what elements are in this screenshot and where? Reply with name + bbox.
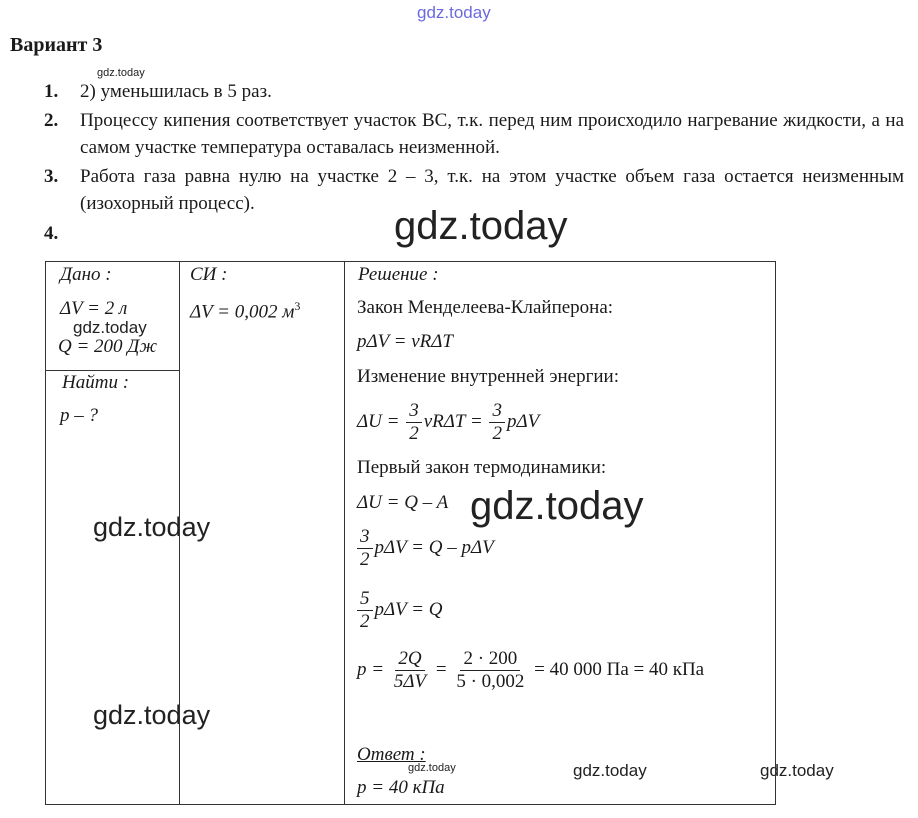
answer-number: 3. <box>44 166 59 187</box>
watermark: gdz.today <box>394 204 568 248</box>
watermark: gdz.today <box>573 761 647 780</box>
answer-text: 2) уменьшилась в 5 раз. <box>80 81 272 102</box>
denominator: 2 <box>360 611 370 632</box>
eq6-lhs: p = <box>357 658 385 680</box>
eq6-equals: = <box>435 658 447 680</box>
equation-5 <box>355 588 442 633</box>
numerator: 2Q <box>395 648 424 671</box>
answer-item <box>44 78 904 105</box>
answer-item <box>44 163 904 217</box>
watermark: gdz.today <box>73 318 147 337</box>
law-mendeleev: Закон Менделеева-Клайперона: <box>357 297 614 318</box>
equation-3: ΔU = Q – A <box>357 492 449 513</box>
watermark: gdz.today <box>760 761 834 780</box>
si-label: СИ : <box>190 264 228 285</box>
watermark: gdz.today <box>93 700 211 730</box>
solution-label: Решение : <box>358 264 439 285</box>
watermark: gdz.today <box>97 67 145 79</box>
final-answer: p = 40 кПа <box>357 777 445 798</box>
fraction <box>453 648 527 693</box>
find-label: Найти : <box>62 372 130 393</box>
answer-number: 2. <box>44 110 59 131</box>
eq2-rhs: pΔV <box>506 410 540 432</box>
numerator: 3 <box>357 526 373 549</box>
numerator: 5 <box>357 588 373 611</box>
denominator: 5 · 0,002 <box>456 671 525 692</box>
column-divider <box>344 262 345 804</box>
law-internal-energy: Изменение внутренней энергии: <box>357 366 619 387</box>
fraction <box>357 526 373 571</box>
variant-heading: Вариант 3 <box>10 34 103 56</box>
denominator: 2 <box>492 423 502 444</box>
equation-1: pΔV = νRΔT <box>357 331 453 352</box>
numerator: 2 · 200 <box>460 648 520 671</box>
answer-item <box>44 107 904 161</box>
eq4-rhs: pΔV = Q – pΔV <box>374 536 494 558</box>
find-value: p – ? <box>60 405 98 426</box>
answer-number: 4. <box>44 223 59 244</box>
equation-6 <box>357 648 704 693</box>
answer-number: 1. <box>44 81 59 102</box>
numerator: 3 <box>406 400 422 423</box>
si-value <box>190 299 300 323</box>
eq5-rhs: pΔV = Q <box>374 598 443 620</box>
eq2-lhs: ΔU = <box>357 410 400 432</box>
denominator: 5ΔV <box>393 671 427 692</box>
answer-text: Работа газа равна нулю на участке 2 – 3, т.к. на этом участке объем газа остается неизменным (изохорный процесс). <box>80 166 904 214</box>
fraction <box>357 588 373 633</box>
column-divider <box>179 262 180 804</box>
row-divider <box>46 370 179 371</box>
answer-label: Ответ : <box>357 744 426 765</box>
watermark: gdz.today <box>408 762 456 774</box>
denominator: 2 <box>409 423 419 444</box>
eq2-mid: νRΔT = <box>423 410 483 432</box>
numerator: 3 <box>489 400 505 423</box>
fraction <box>489 400 505 445</box>
si-value-text: ΔV = 0,002 м <box>190 301 295 323</box>
given-value: ΔV = 2 л <box>60 298 128 319</box>
answer-text: Процессу кипения соответствует участок ВС, т.к. перед ним происходило нагревание жидкости, а на самом участке температура оставалась неизменной. <box>80 110 904 158</box>
denominator: 2 <box>360 549 370 570</box>
si-unit-exponent: 3 <box>294 299 301 313</box>
law-thermodynamics: Первый закон термодинамики: <box>357 457 607 478</box>
watermark: gdz.today <box>93 512 211 542</box>
eq6-result: = 40 000 Па = 40 кПа <box>534 658 705 680</box>
fraction <box>406 400 422 445</box>
given-label: Дано : <box>60 264 112 285</box>
equation-2 <box>357 400 539 445</box>
given-value: Q = 200 Дж <box>58 336 158 357</box>
watermark: gdz.today <box>470 484 644 528</box>
equation-4 <box>355 526 494 571</box>
fraction <box>391 648 429 693</box>
watermark-top: gdz.today <box>417 3 491 22</box>
